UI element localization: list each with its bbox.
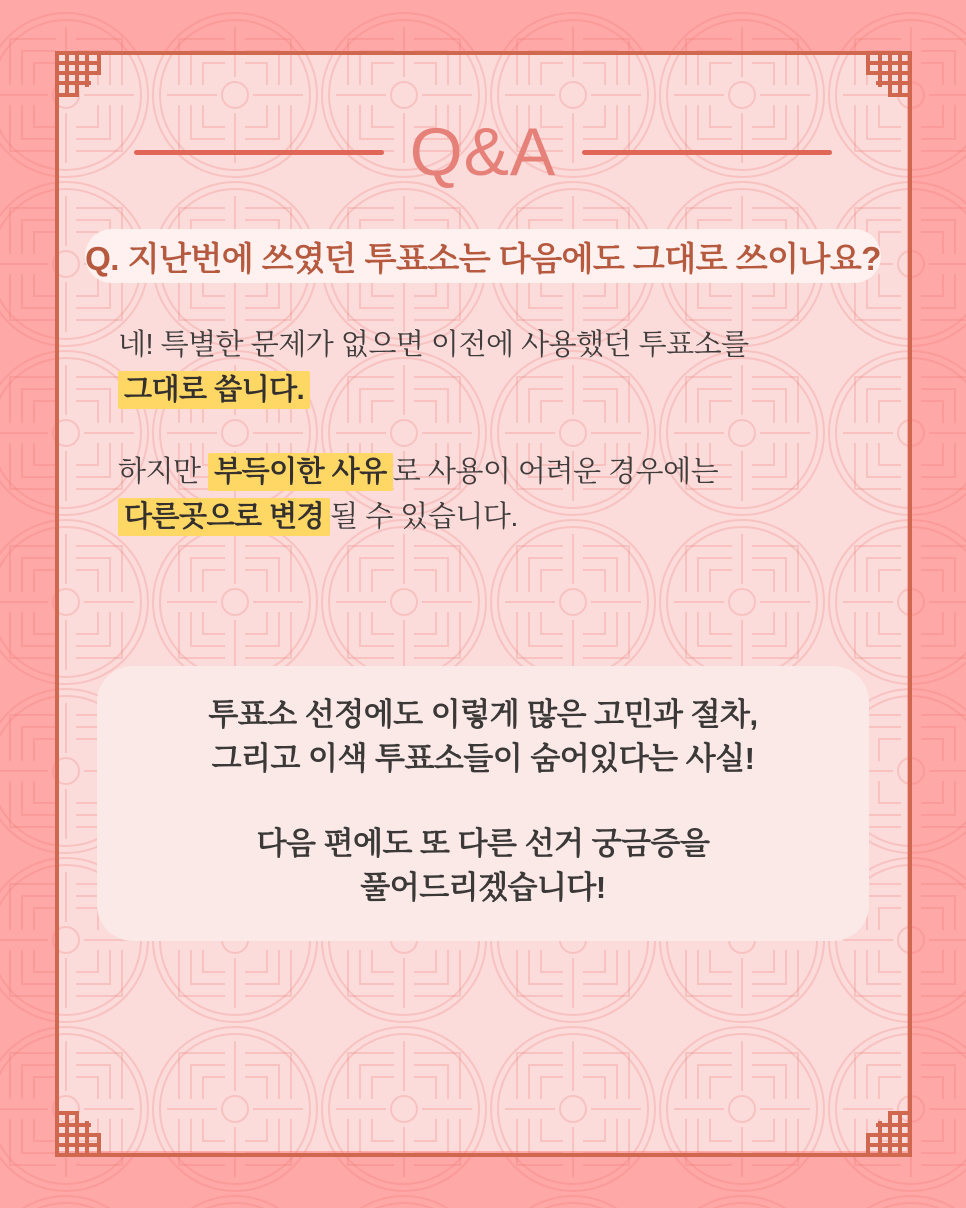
question-text: Q. 지난번에 쓰였던 투표소는 다음에도 그대로 쓰이나요?: [85, 239, 881, 277]
answer-highlight: 다른곳으로 변경: [118, 498, 330, 536]
answer-highlight: 부득이한 사유: [208, 453, 393, 491]
answer-line: 될 수 있습니다.: [330, 501, 518, 533]
corner-knot-icon-bottom-right: [864, 1109, 912, 1157]
answer-line: 네! 특별한 문제가 없으면 이전에 사용했던 투표소를: [118, 329, 749, 361]
answer-line: 로 사용이 어려운 경우에는: [392, 456, 719, 488]
closing-line: 풀어드리겠습니다!: [360, 870, 606, 905]
closing-paragraph-1: [97, 693, 869, 781]
closing-line: 다음 편에도 또 다른 선거 궁금증을: [256, 826, 710, 861]
corner-knot-icon-top-left: [55, 51, 103, 99]
title-rule-right: [582, 150, 832, 155]
question-pill: [85, 229, 881, 283]
title-row: [0, 114, 966, 190]
corner-knot-icon-top-right: [864, 51, 912, 99]
answer-paragraph-2: [118, 450, 878, 540]
answer-highlight: 그대로 씁니다.: [118, 371, 310, 409]
closing-paragraph-2: [97, 822, 869, 910]
closing-box: [97, 666, 869, 941]
answer-line: 하지만: [118, 456, 209, 488]
decorative-frame: [55, 51, 912, 1157]
corner-knot-icon-bottom-left: [55, 1109, 103, 1157]
page-title: Q&A: [409, 114, 557, 190]
answer-paragraph-1: [118, 323, 878, 413]
closing-line: 그리고 이색 투표소들이 숨어있다는 사실!: [211, 741, 755, 776]
closing-line: 투표소 선정에도 이렇게 많은 고민과 절차,: [208, 697, 758, 732]
title-rule-left: [134, 150, 384, 155]
answer-block: [118, 323, 878, 540]
